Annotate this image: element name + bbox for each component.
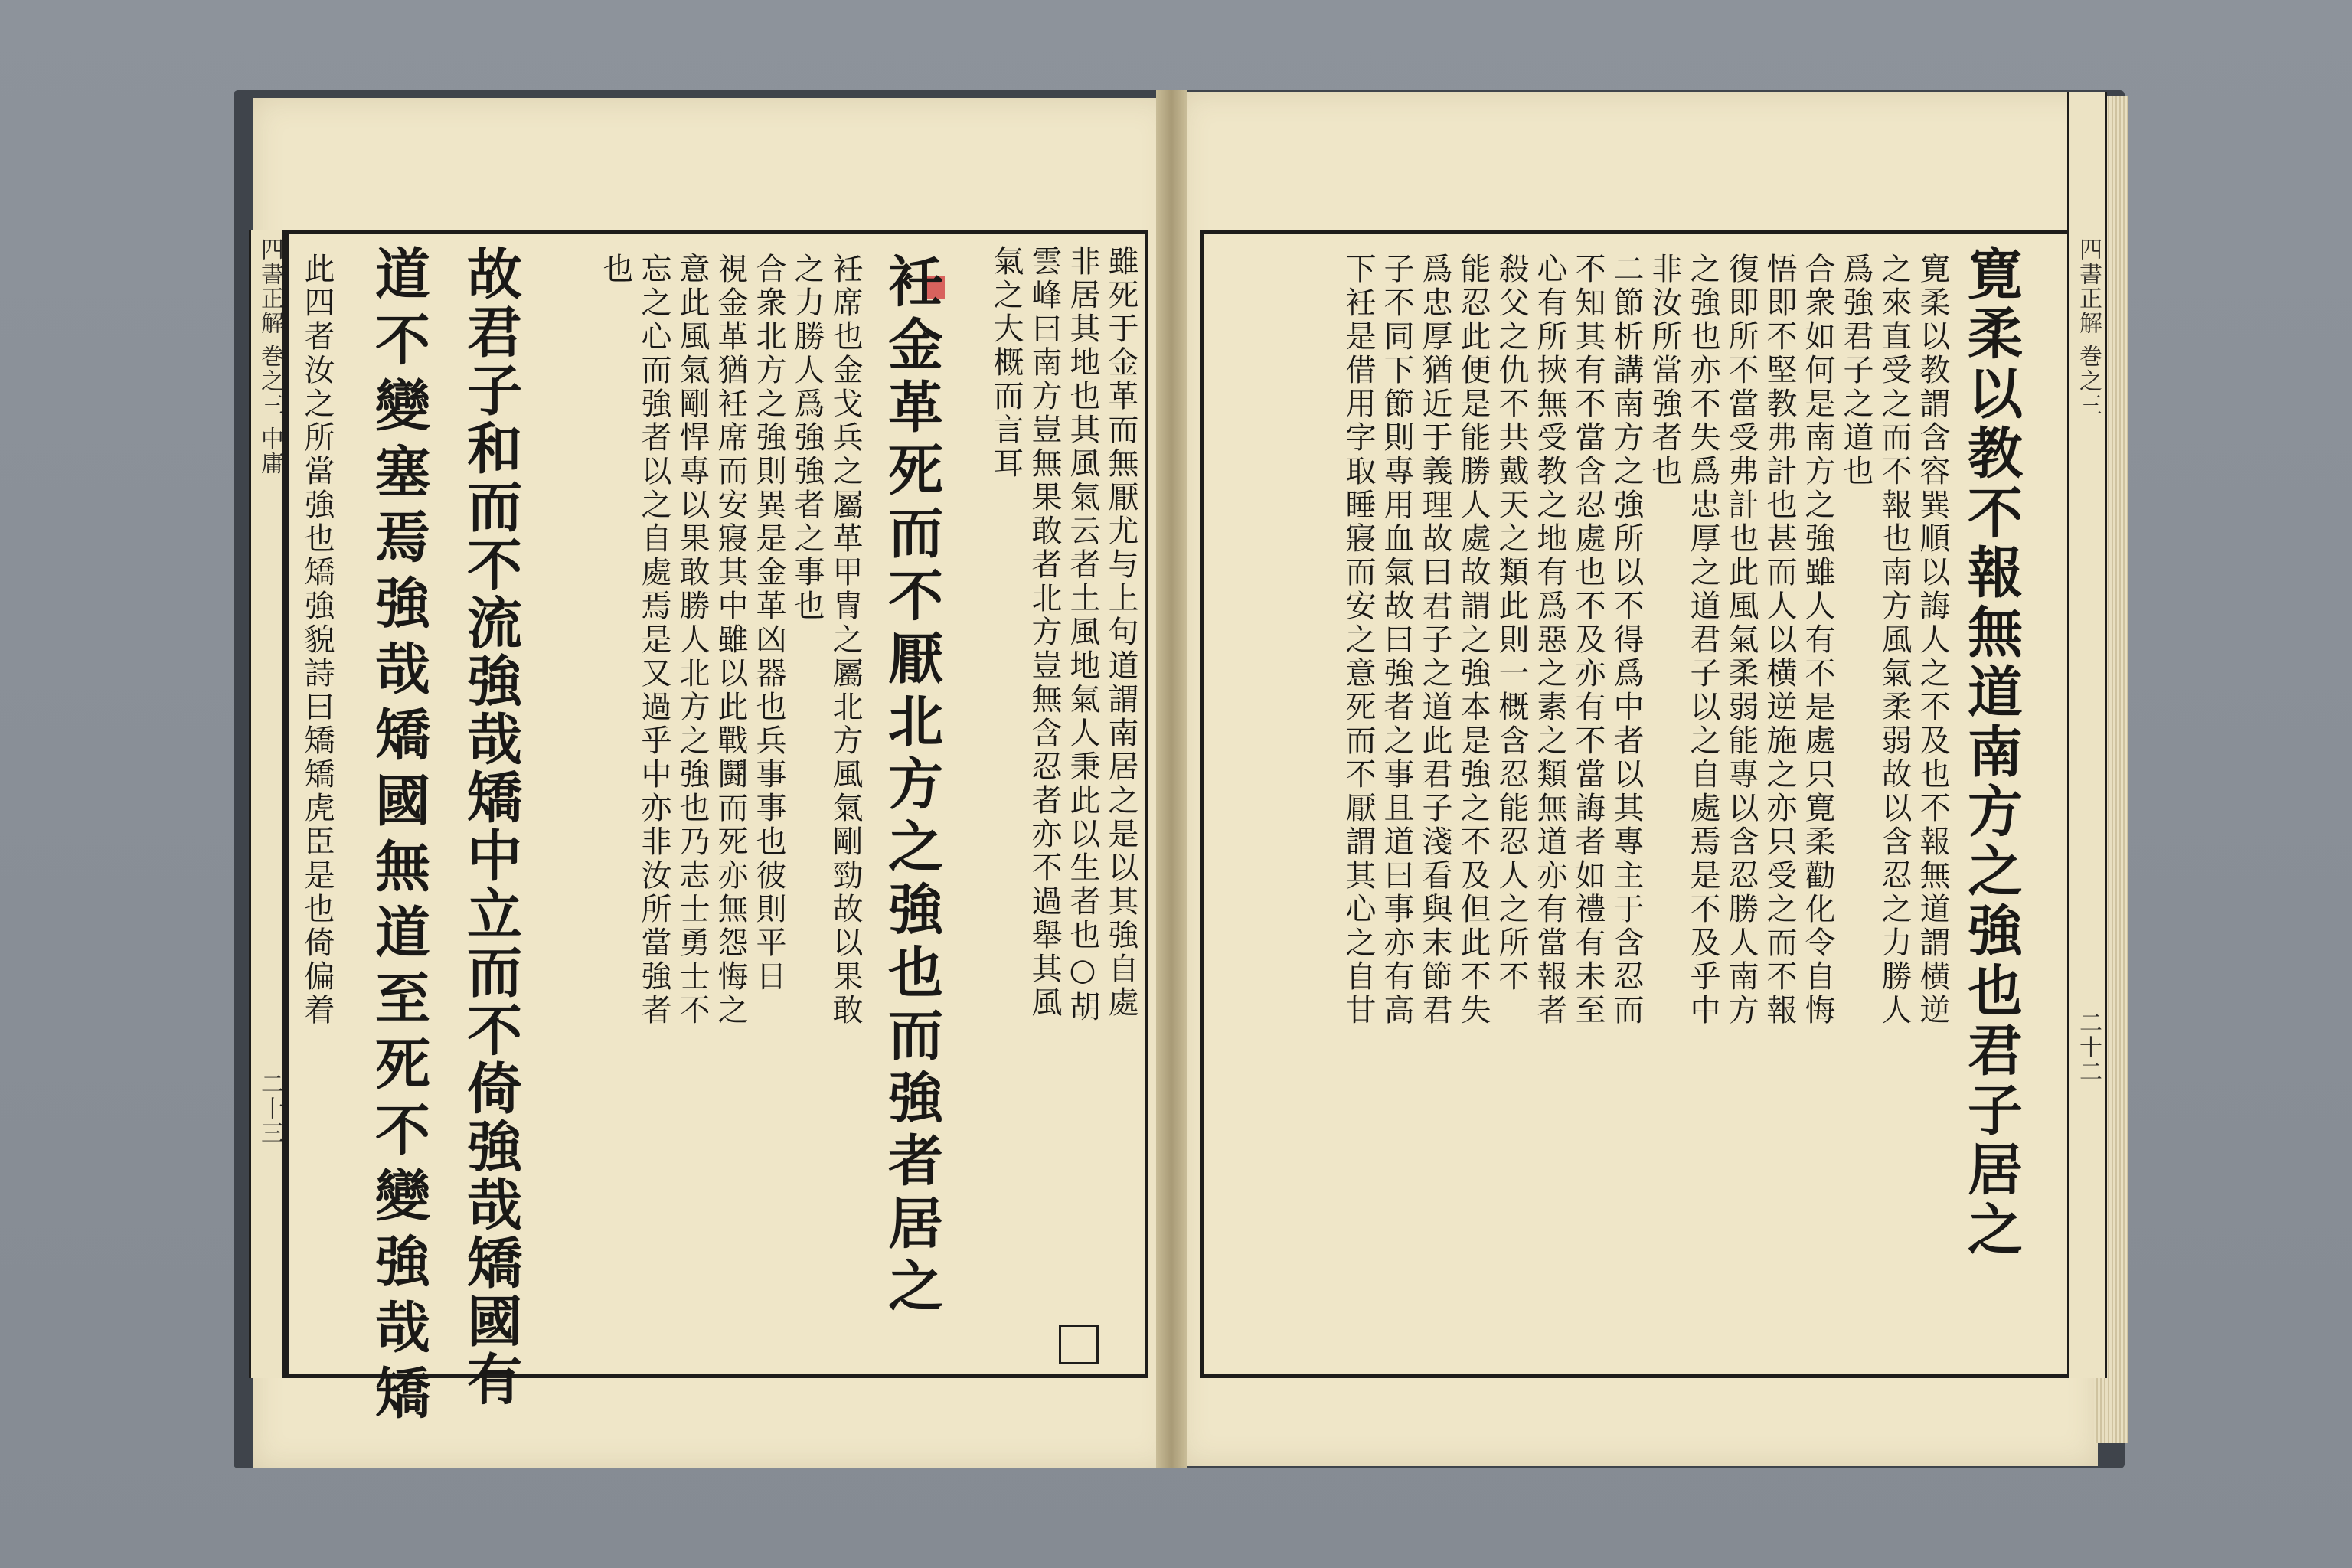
right-col-1: 寛柔以教謂含容巽順以誨人之不及也不報無道謂横逆	[1915, 253, 1950, 1027]
left-col-7: 合衆北方之強則異是金革凶器也兵事事也彼則平日	[751, 253, 786, 994]
right-col-6: 復即所不當受弗計也此風氣柔弱能專以含忍勝人南方	[1723, 253, 1759, 1027]
book-gutter	[1156, 90, 1187, 1468]
left-big-col-1: 故君子和而不流強哉矯中立而不倚強哉矯國有	[458, 245, 523, 1409]
right-big-heading: 寛柔以教不報無道南方之強也君子居之	[1958, 245, 2024, 1260]
right-col-9: 二節析講南方之強所以不得爲中者以其專主于含忍而	[1609, 253, 1644, 1027]
right-margin-strip	[2067, 92, 2107, 1378]
right-col-11: 心有所挾無受教之地有爲惡之素之類無道亦有當報者	[1532, 253, 1567, 1027]
left-big-col-2: 道不變塞焉強哉矯國無道至死不變強哉矯	[366, 245, 431, 1430]
right-col-16: 下衽是借用字取睡寢而安之意死而不厭謂其心之自甘	[1341, 253, 1376, 1027]
left-col-12: 此四者汝之所當強也矯強貌詩曰矯矯虎臣是也倚偏着	[299, 253, 335, 1027]
left-big-heading: 衽金革死而不厭北方之強也而強者居之	[879, 253, 944, 1320]
left-col-2: 非居其地也其風氣云者土風地氣人秉此以生者也○胡	[1065, 245, 1100, 1024]
right-col-4: 合衆如何是南方之強雖人有不是處只寛柔勸化令自悔	[1800, 253, 1835, 1027]
right-col-12: 殺父之仇不共戴天之類此則一概含忍能忍人之所不	[1494, 253, 1529, 994]
left-col-5: 衽席也金戈兵之屬革甲冑之屬北方風氣剛勁故以果敢	[828, 253, 863, 1027]
right-col-7: 之強也亦不失爲忠厚之道君子以之自處焉是不及乎中	[1685, 253, 1720, 1027]
left-margin-folio: 二十三	[256, 1072, 283, 1145]
right-col-8: 非汝所當強者也	[1647, 253, 1682, 488]
right-col-2: 之來直受之而不報也南方風氣柔弱故以含忍之力勝人	[1877, 253, 1912, 1027]
left-col-11: 也	[598, 253, 633, 286]
left-col-10: 忘之心而強者以之自處焉是又過乎中亦非汝所當強者	[636, 253, 671, 1027]
right-col-15: 子不同下節則專用血氣故曰強者之事且道曰事亦有高	[1379, 253, 1414, 1027]
left-col-1: 雖死于金革而無厭尤与上句道謂南居之是以其強自處	[1103, 245, 1138, 1020]
right-margin-folio: 二十二	[2075, 1011, 2102, 1084]
right-margin-title: 四書正解 巻之三	[2075, 237, 2102, 418]
left-margin-title: 四書正解 巻之三 中庸	[256, 237, 283, 476]
left-col-6: 之力勝人爲強強者之事也	[789, 253, 825, 623]
left-col-8: 視金革猶衽席而安寢其中雖以此戰鬪而死亦無怨悔之	[713, 253, 748, 1027]
left-col-4: 氣之大概而言耳	[988, 245, 1024, 481]
section-box-mark	[1059, 1325, 1099, 1364]
right-col-5: 悟即不堅教弗計也甚而人以横逆施之亦只受之而不報	[1762, 253, 1797, 1027]
right-col-14: 爲忠厚猶近于義理故曰君子之道此君子淺看與末節君	[1417, 253, 1452, 1027]
left-col-3: 雲峰曰南方豈無果敢者北方豈無含忍者亦不過舉其風	[1027, 245, 1062, 1020]
right-col-13: 能忍此便是能勝人處故謂之強本是強之不及但此不失	[1455, 253, 1491, 1027]
right-col-10: 不知其有不當含忍處也不及亦有不當誨者如禮有未至	[1570, 253, 1606, 1027]
left-col-9: 意此風氣剛悍專以果敢勝人北方之強也乃志士勇士不	[675, 253, 710, 1027]
right-col-3: 爲強君子之道也	[1838, 253, 1873, 488]
